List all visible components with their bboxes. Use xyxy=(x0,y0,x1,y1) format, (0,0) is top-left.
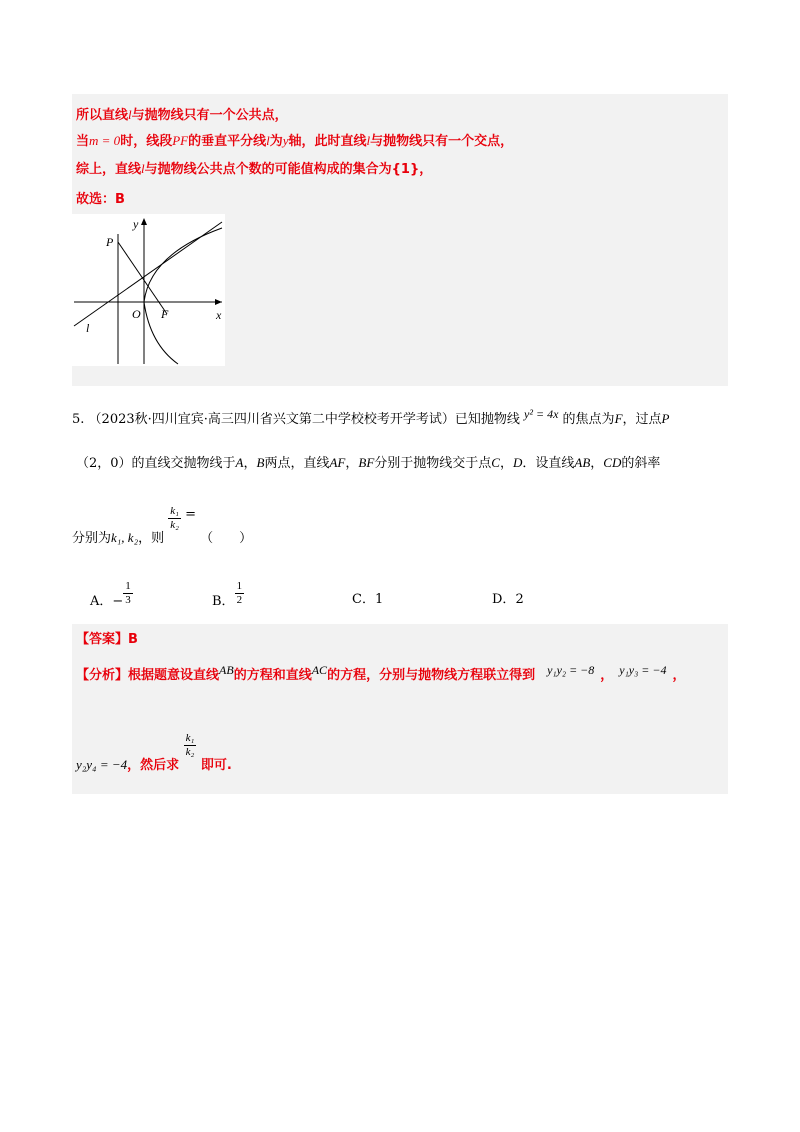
option-label: B． xyxy=(212,594,235,609)
text: 的垂直平分线 xyxy=(188,134,267,149)
var-d: D xyxy=(512,455,523,470)
answer-blank: （ ） xyxy=(200,531,253,546)
equation-y1y3: y₁y₃ = −4 xyxy=(619,663,667,677)
solution-line-2 xyxy=(76,130,513,149)
var-af: AF xyxy=(329,455,346,470)
question-line-3 xyxy=(72,505,253,546)
answer-line xyxy=(76,628,138,647)
fraction-denominator: 2 xyxy=(236,594,243,606)
text: ， xyxy=(345,456,359,471)
question-line-2 xyxy=(76,452,660,471)
text: ， xyxy=(499,456,513,471)
label-y: y xyxy=(133,217,139,231)
var-ab: AB xyxy=(574,455,591,470)
text: （2，0）的直线交抛物线于 xyxy=(76,456,236,471)
var-l: l xyxy=(266,133,270,148)
option-b[interactable] xyxy=(212,580,244,607)
math-m-eq-0: m = 0 xyxy=(89,133,121,148)
text: 两点，直线 xyxy=(264,456,330,471)
text: 的焦点为 xyxy=(562,412,615,427)
text: 分别为 xyxy=(72,531,112,546)
var-cd: CD xyxy=(603,455,622,470)
text: 的斜率 xyxy=(621,456,661,471)
fraction-denominator: k₂ xyxy=(185,746,195,758)
answer-block xyxy=(72,624,728,794)
solution-line-1 xyxy=(76,104,288,123)
text: ，则 xyxy=(138,531,165,546)
equation-y1y2: y₁y₂ = −8 xyxy=(547,663,595,677)
option-label: A． xyxy=(90,594,113,609)
text: 即可. xyxy=(200,758,232,773)
label-l: l xyxy=(86,321,90,335)
option-d[interactable] xyxy=(492,588,524,607)
var-l: l xyxy=(141,161,145,176)
text: 的方程，分别与抛物线方程联立得到 xyxy=(327,668,536,683)
text: 与抛物线只有一个公共点， xyxy=(131,108,288,123)
analysis-tag: 【分析】 xyxy=(76,668,129,683)
var-l: l xyxy=(366,133,371,148)
option-label: C． xyxy=(352,592,375,607)
equation-y2y4: y₂y₄ = −4 xyxy=(76,757,128,772)
fraction-numerator: 1 xyxy=(125,580,131,592)
text: 轴，此时直线 xyxy=(288,134,367,149)
text: ，过点 xyxy=(622,412,662,427)
y-axis-arrow xyxy=(141,218,147,225)
label-o: O xyxy=(132,307,141,321)
var-c: C xyxy=(491,455,500,470)
var-a: A xyxy=(235,455,244,470)
text: 与抛物线只有一个交点， xyxy=(370,134,514,149)
option-c[interactable] xyxy=(352,588,383,607)
label-p: P xyxy=(106,235,114,249)
text: 的方程和直线 xyxy=(233,668,312,683)
option-label: D． xyxy=(492,592,516,607)
question-line-1 xyxy=(72,408,669,427)
solution-line-4: 故选：B xyxy=(76,192,125,207)
fraction-numerator: 1 xyxy=(236,580,243,592)
minus-sign: − xyxy=(112,594,124,609)
answer-value: B xyxy=(128,632,138,647)
solution-line-3 xyxy=(76,158,432,177)
text: ， xyxy=(590,456,604,471)
parabola-diagram xyxy=(72,214,225,366)
text: ， xyxy=(672,668,686,683)
x-axis-arrow xyxy=(215,299,222,305)
equals-sign: = xyxy=(185,507,197,522)
text: 分别于抛物线交于点 xyxy=(374,456,492,471)
parabola-equation: y² = 4x xyxy=(524,407,559,421)
text: 与抛物线公共点个数的可能值构成的集合为{1}， xyxy=(144,162,433,177)
analysis-line-1 xyxy=(76,664,686,683)
text: ， xyxy=(243,456,257,471)
text: 根据题意设直线 xyxy=(128,668,220,683)
question-source: （2023秋·四川宜宾·高三四川省兴文第二中学校校考开学考试）已知抛物线 xyxy=(88,412,520,427)
fraction-numerator: k₁ xyxy=(185,732,195,744)
option-a-fraction xyxy=(123,580,133,607)
option-b-fraction xyxy=(235,580,245,607)
solution-block xyxy=(72,94,728,386)
text: 当 xyxy=(76,134,90,149)
answer-tag: 【答案】 xyxy=(76,632,129,647)
analysis-line-2 xyxy=(76,732,232,773)
text: ，然后求 xyxy=(127,758,180,773)
text: ．设直线 xyxy=(522,456,575,471)
var-l: l xyxy=(128,107,132,122)
fraction-k1-k2 xyxy=(168,505,181,532)
fraction-k1-k2 xyxy=(184,732,197,759)
text: ， xyxy=(600,668,614,683)
text: 为 xyxy=(269,134,283,149)
text: 所以直线 xyxy=(76,108,129,123)
option-a[interactable] xyxy=(90,580,133,607)
fraction-numerator: k₁ xyxy=(170,505,179,517)
line-l xyxy=(74,222,222,326)
text: 时，线段 xyxy=(120,134,173,149)
fraction-denominator: 3 xyxy=(125,594,131,606)
parabola-curve xyxy=(144,228,222,364)
math-k1-k2: k₁, k₂ xyxy=(111,530,139,545)
label-f: F xyxy=(161,307,169,321)
var-b: B xyxy=(256,455,265,470)
text: 综上，直线 xyxy=(76,162,142,177)
var-p: P xyxy=(661,411,670,426)
label-x: x xyxy=(216,308,222,322)
option-value: 1 xyxy=(374,592,384,607)
var-bf: BF xyxy=(358,455,375,470)
fraction-denominator: k₂ xyxy=(170,519,179,531)
math-pf: PF xyxy=(172,133,189,148)
parabola-figure xyxy=(72,214,225,366)
question-number: 5. xyxy=(72,412,85,427)
var-ac: AC xyxy=(311,663,328,677)
var-y: y xyxy=(282,133,289,148)
option-value: 2 xyxy=(515,592,524,607)
var-ab: AB xyxy=(219,663,234,677)
var-f: F xyxy=(614,411,623,426)
